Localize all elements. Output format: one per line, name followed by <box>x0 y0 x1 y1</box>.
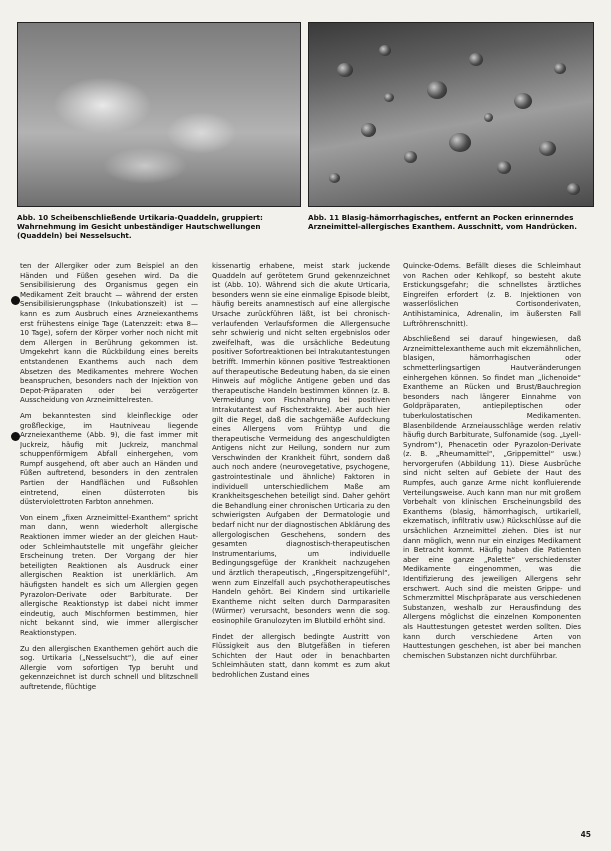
paragraph: Von einem „fixen Arzneimittel-Exanthem“ spricht man dann, wenn wiederholt allergische Reaktionen immer wieder an der gleichen Haut- oder Schleimhautstelle mit ungefähr gleicher Erscheinung treten. Der Vorgang der hier beteiligten Reaktionen als Ausdruck einer allergischen Reaktion ist unerklärlich. Am häufigsten handelt es sich um Allergien gegen Pyrazolon-Derivate oder Barbiturate. Der allergische Reaktionstyp ist dabei nicht immer eindeutig, auch Mischformen bestimmen, hier nicht bekannt sind, wie immer allergischer Reaktionstypen. <box>20 513 198 637</box>
exanthem-photo <box>308 22 594 207</box>
paragraph: kissenartig erhabene, meist stark juckende Quaddeln auf gerötetem Grund gekennzeichnet ist (Abb. 10). Während sich die akute Urticaria, besonders wenn sie eine einmalige Episode bleibt, häufig bereits anamnestisch auf eine allergische Ursache zurückführen läßt, ist bei chronisch-verlaufenden Verlaufsformen die Allergensuche sehr schwierig und nicht selten ergebnislos oder zweifelhaft, was die ursächliche Bedeutung positiver Sofortreaktionen bei Intrakutantestungen betrifft. Immerhin können positive Testreaktionen auf therapeutische Bedeutung haben, da sie einen Hinweis auf mögliche Antigene geben und das therapeutische Handeln bestimmen können (z. B. Vermeidung von Fischnahrung bei positiven Intrakutantest auf Fischextrakte). Aber auch hier gilt die Regel, daß die sachgemäße Aufdeckung eines Allergens vom Frühtyp und die therapeutische Vermeidung des angeschuldigten Antigens nicht zur Heilung, sondern nur zum Verschwinden der Krankheit führt, sondern daß auch noch andere (neurovegetative, psychogene, gastrointestinale und ähnliche) Faktoren in individuell unterschiedlichem Maße am Krankheitsgeschehen beteiligt sind. Daher gehört die Behandlung einer chronischen Urticaria zu den schwierigsten Aufgaben der Dermatologie und bedarf nicht nur der diagnostischen Abklärung des allergologischen Geschehens, sondern des gesamten diagnostisch-therapeutischen Instrumentariums, um individuelle Bedingungsgefüge der Krankheit nachzugehen und ärztlich therapeutisch, „Fingerspitzengefühl“, wenn zum Einzelfall auch psychotherapeutisches Handeln gehört. Bei Kindern sind urtikarielle Exantheme nicht selten durch Darmparasiten (Würmer) verursacht, besonders wenn die sog. eosinophile Granulozyten im Blutbild erhöht sind. <box>212 262 390 625</box>
urticaria-photo <box>17 22 301 207</box>
paragraph: Zu den allergischen Exanthemen gehört auch die sog. Urtikaria („Nesselsucht“), die auf einer Allergie vom sofortigen Typ beruht und gekennzeichnet ist durch schnell und blitzschnell auftretende, flüchtige <box>20 644 198 691</box>
text-column-2 <box>212 262 390 832</box>
text-column-1 <box>20 262 198 832</box>
paragraph: Findet der allergisch bedingte Austritt von Flüssigkeit aus den Blutgefäßen in tieferen Schichten der Haut oder in benachbarten Schleimhäuten statt, dann kommt es zum akut bedrohlichen Zustand eines <box>212 632 390 679</box>
bullet-marker <box>11 296 20 305</box>
page-number: 45 <box>580 830 591 839</box>
text-column-3 <box>403 262 581 832</box>
paragraph: Abschließend sei darauf hingewiesen, daß Arzneimittelexantheme auch mit ekzemähnlichen, blasigen, hämorrhagischen oder schmetterlingsartigen Hautveränderungen einhergehen können. So findet man „lichenoide“ Exantheme an Rücken und Brust/Bauchregion besonders nach längerer Einnahme von Goldpräparaten, antiepileptischen oder tuberkulostatischen Medikamenten. Blasenbildende Arzneiausschläge werden relativ häufig durch Barbiturate, Sulfonamide (sog. „Lyell-Syndrom“), Phenacetin oder Pyrazolon-Derivate (z. B. „Rheumamittel“, „Grippemittel“ usw.) hervorgerufen (Abbildung 11). Diese Ausbrüche sind nicht selten auf Gebiete der Haut des Rumpfes, auch ganze Arme nicht konfluierende Verteilungsweise. Auch kann man nur mit großem Vorbehalt von klinischen Erscheinungsbild des Exanthems (blasig, hämorrhagisch, urtikariell, ekzematisch, infiltrativ usw.) Rückschlüsse auf die ursächlichen Arzneimittel ziehen. Dies ist nur dann möglich, wenn nur ein einziges Medikament in Betracht kommt. Häufig haben die Patienten aber eine ganze „Palette“ verschiedenster Medikamente eingenommen, was die Identifizierung des jeweiligen Allergens sehr erschwert. Auch sind die meisten Grippe- und Schmerzmittel Mischpräparate aus verschiedenen Substanzen, weshalb zur Herausfindung des Allergens möglichst die einzelnen Komponenten als Hauttestungen getestet werden sollten. Dies kann durch verschiedene Arten von Hauttestungen geschehen, ist aber bei manchen chemischen Substanzen nicht durchführbar. <box>403 335 581 660</box>
paragraph: ten der Allergiker oder zum Beispiel an den Händen und Füßen gesehen wird. Da die Sensibilisierung des Organismus gegen ein Medikament Zeit braucht — während der ersten Sensibilisierungsphase (Inkubationszeit) ist — kann es zum Ausbruch eines Arzneiexanthems erst frühestens einige Tage (Latenzzeit: etwa 8—10 Tage), sofern der Körper vorher noch nicht mit dem Allergen in Berührung gekommen ist. Umgekehrt kann die Rückbildung eines bereits entstandenen Exanthems auch nach dem Absetzen des Medikamentes mehrere Wochen beanspruchen, besonders nach der Injektion von Depot-Präparaten oder bei verzögerter Ausscheidung von Arzneimittelresten. <box>20 262 198 405</box>
bullet-marker <box>11 432 20 441</box>
figure-caption-right: Abb. 11 Blasig-hämorrhagisches, entfernt an Pocken erinnerndes Arzneimittel-allergisches Exanthem. Ausschnitt, vom Handrücken. <box>308 213 577 231</box>
paragraph: Am bekanntesten sind kleinfleckige oder großfleckige, im Hautniveau liegende Arzneiexantheme (Abb. 9), die fast immer mit Juckreiz, häufig mit Juckreiz, manchmal schuppenförmigem Abfall einhergehen, vom Rumpf ausgehend, oft aber auch an Händen und Füßen auftretend, besonders in den zentralen Partien der Handflächen und Fußsohlen eintretend, einen düsterroten bis düsterviolettroten Farbton annehmen. <box>20 411 198 507</box>
paragraph: Quincke-Ödems. Befällt dieses die Schleimhaut von Rachen oder Kehlkopf, so besteht akute Erstickungsgefahr; die schnellstes ärztliches Eingreifen erfordert (z. B. Injektionen von wasserlöslichen Cortisonderivaten, Antihistaminica, Adrenalin, im äußersten Fall Luftröhrenschnitt). <box>403 262 581 328</box>
figure-caption-left: Abb. 10 Scheibenschließende Urtikaria-Quaddeln, gruppiert: Wahrnehmung im Gesicht unbeständiger Hautschwellungen (Quaddeln) bei Nesselsucht. <box>17 213 263 240</box>
